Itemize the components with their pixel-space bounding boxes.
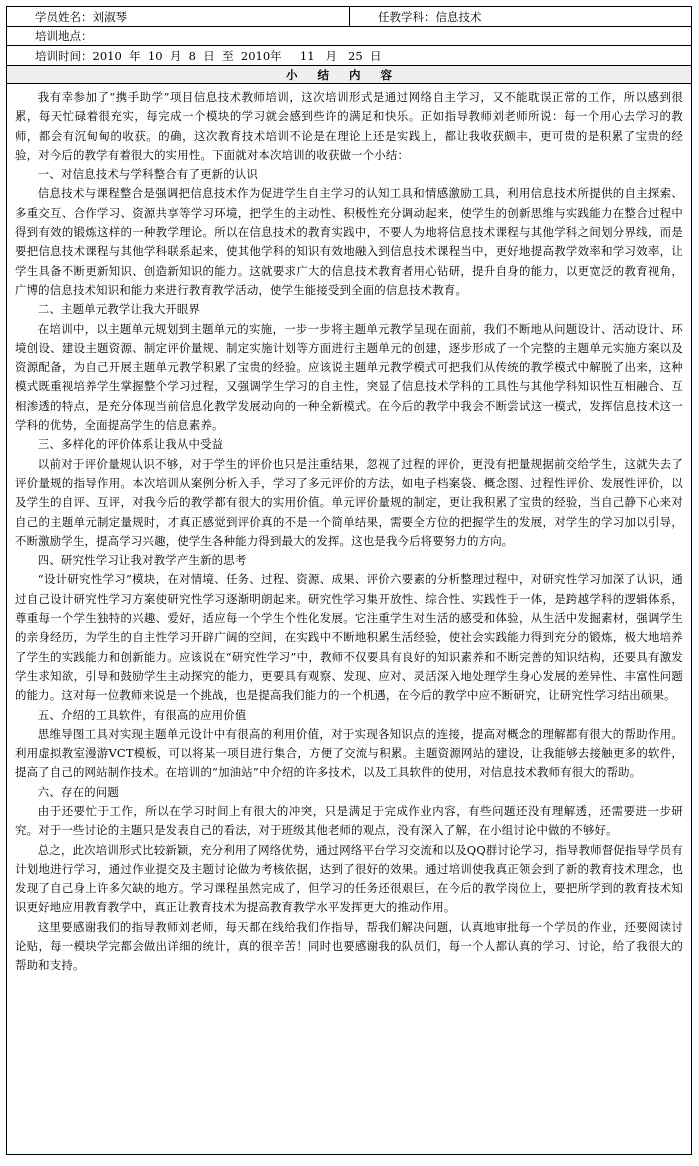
training-summary-form [6,6,692,1155]
paragraph: 思维导图工具对实现主题单元设计中有很高的利用价值，对于实现各知识点的连接，提高对概念的理解都有很大的帮助作用。利用虚拟教室漫游VCT模板，可以将某一项目进行集合，方便了交流与积累。主题资源网站的建设，让我能够去接触更多的软件，提高了自己的网站制作技术。在培训的“加油站”中介绍的许多技术，以及工具软件的使用，对信息技术教师有很大的帮助。 [15,726,683,780]
section-heading: 五、介绍的工具软件，有很高的应用价值 [37,707,247,722]
paragraph: 在培训中，以主题单元规划到主题单元的实施，一步一步将主题单元教学呈现在面前，我们不断地从问题设计、活动设计、环境创设、建设主题资源、制定评价量规、制定实施计划等方面进行主题单元的创建，逐步形成了一个完整的主题单元实施方案以及资源配备，为自己开展主题单元教学积累了宝贵的经验。应该说主题单元教学模式可把我们从传统的教学模式中解脱了出来，这种模式既重视培养学生掌握整个学习过程，又强调学生学习的自主性，突显了信息技术学科的工具性与其他学科知识性互相融合、互相渗透的特点，是充分体现当前信息化教学发展动向的一种全新模式。在今后的教学中我会不断尝试这一模式，发挥信息技术这一学科的优势，全面提高学生的信息素养。 [15,321,683,433]
header-row-1 [7,7,691,27]
time-label: 培训时间： [35,48,93,63]
section-heading: 三、多样化的评价体系让我从中受益 [37,437,224,452]
paragraph: 信息技术与课程整合是强调把信息技术作为促进学生自主学习的认知工具和情感激励工具，利用信息技术所提供的自主探索、多重交互、合作学习、资源共享等学习环境，把学生的主动性、积极性充分调动起来，使学生的创新思维与实践能力在整合过程中得到有效的锻炼这样的一种教学理论。所以在信息技术的教育实践中，不要人为地将信息技术课程与其他学科之间划分界线，而是要把信息技术课程与其他学科联系起来，使其他学科的知识有效地融入到信息技术课程当中，更好地提高教学效率和学习效率，让学生具备不断更新知识、创造新知识的能力。这就要求广大的信息技术教育者用心钻研，提升自身的能力，以更宽泛的教育视角，广博的信息技术知识和能力来进行教育教学活动，使学生能接受到全面的信息技术教育。 [15,186,683,297]
paragraph: 我有幸参加了“携手助学”项目信息技术教师培训，这次培训形式是通过网络自主学习，又不能耽误正常的工作，所以感到很累，每天忙碌着很充实，每完成一个模块的学习就会感到些许的满足和快乐。正如指导教师刘老师所说：每一个用心去学习的教师，都会有沉甸甸的收获。的确，这次教育技术培训不论是在理论上还是实践上，都让我收获颇丰，更可贵的是积累了宝贵的经验，对今后的教学有着很大的实用性。下面就对本次培训的收获做一个小结： [15,90,683,162]
section-heading: 一、对信息技术与学科整合有了更新的认识 [37,167,259,182]
summary-body [7,84,691,1154]
student-name-cell [7,7,350,27]
section-heading: 四、研究性学习让我对教学产生新的思考 [37,553,247,568]
location-label: 培训地点： [35,29,93,43]
student-name-label: 学员姓名： [35,9,93,24]
student-name-value: 刘淑琴 [92,9,127,24]
subject-cell [350,7,691,27]
time-row [7,46,691,66]
paragraph: 由于还要忙于工作，所以在学习时间上有很大的冲突，只是满足于完成作业内容，有些问题还没有理解透，还需要进一步研究。对于一些讨论的主题只是发表自己的看法，对于班级其他老师的观点，没有深入了解，在小组讨论中做的不够好。 [15,803,683,838]
paragraph: 以前对于评价量规认识不够，对于学生的评价也只是注重结果，忽视了过程的评价，更没有把量规据前交给学生，这就失去了评价量规的指导作用。本次培训从案例分析入手，学习了多元评价的方法，如电子档案袋、概念图、过程性评价、发展性评价，以及学生的自评、互评，对我今后的教学都有很大的实用价值。单元评价量规的制定，更让我积累了宝贵的经验，当自己静下心来对自己的主题单元制定量规时，才真正感觉到评价真的不是一个简单结果，需要全方位的把握学生的发展，对学生的学习加以引导，不断激励学生，提高学习兴趣，使学生各种能力得到最大的发挥。这也是我今后将要努力的方向。 [15,456,683,548]
paragraph: 这里要感谢我们的指导教师刘老师，每天都在线给我们作指导，帮我们解决问题，认真地审批每一个学员的作业，还要阅读讨论贴，每一模块学完都会做出详细的统计，真的很辛苦！同时也要感谢我的队员们，每一个人都认真的学习、讨论，给了我很大的帮助和支持。 [15,919,683,973]
time-value: 2010 年 10 月 8 日 至 2010年 11 月 25 日 [92,48,382,63]
section-heading: 六、存在的问题 [37,784,119,799]
section-title: 小结内容 [7,66,691,84]
subject-value: 信息技术 [435,9,482,24]
subject-label: 任教学科： [378,9,436,24]
paragraph: 总之，此次培训形式比较新颖，充分利用了网络优势，通过网络平台学习交流和以及QQ群讨论学习，指导教师督促指导学员有计划地进行学习，通过作业提交及主题讨论做为考核依据，达到了很好的效果。通过培训使我真正领会到了新的教育技术理念，也发现了自己身上许多欠缺的地方。学习课程虽然完成了，但学习的任务还很艰巨，在今后的教学岗位上，要把所学到的教育技术知识更好地应用教育教学中，真正让教育技术为提高教育教学水平发挥更大的推动作用。 [15,842,683,915]
section-heading: 二、主题单元教学让我大开眼界 [37,302,201,317]
paragraph: “设计研究性学习”模块，在对情境、任务、过程、资源、成果、评价六要素的分析整理过程中，对研究性学习加深了认识，通过自己设计研究性学习方案使研究性学习逐渐明朗起来。研究性学习集开放性、综合性、实践性于一体，是跨越学科的逻辑体系，尊重每一个学生独特的兴趣、爱好，适应每一个学生个性化发展。它注重学生对生活的感受和体验，从生活中发掘素材，强调学生的亲身经历，为学生的自主性学习开辟广阔的空间，在实践中不断地积累生活经验，使社会实践能力得到充分的锻炼，极大地培养了学生的实践能力和创新能力。应该说在“研究性学习”中，教师不仅要具有良好的知识素养和不断完善的知识结构，还要具有激发学生求知欲，引导和鼓励学生主动探究的能力，更要具有观察、发现、应对、灵活深入地处理学生身心发展的差异性、丰富性问题的能力。这对每一位教师来说是一个挑战，也是提高我们能力的一个机遇，在今后的教学中应不断研究，让研究性学习结出硕果。 [15,572,683,703]
location-row [7,27,691,46]
